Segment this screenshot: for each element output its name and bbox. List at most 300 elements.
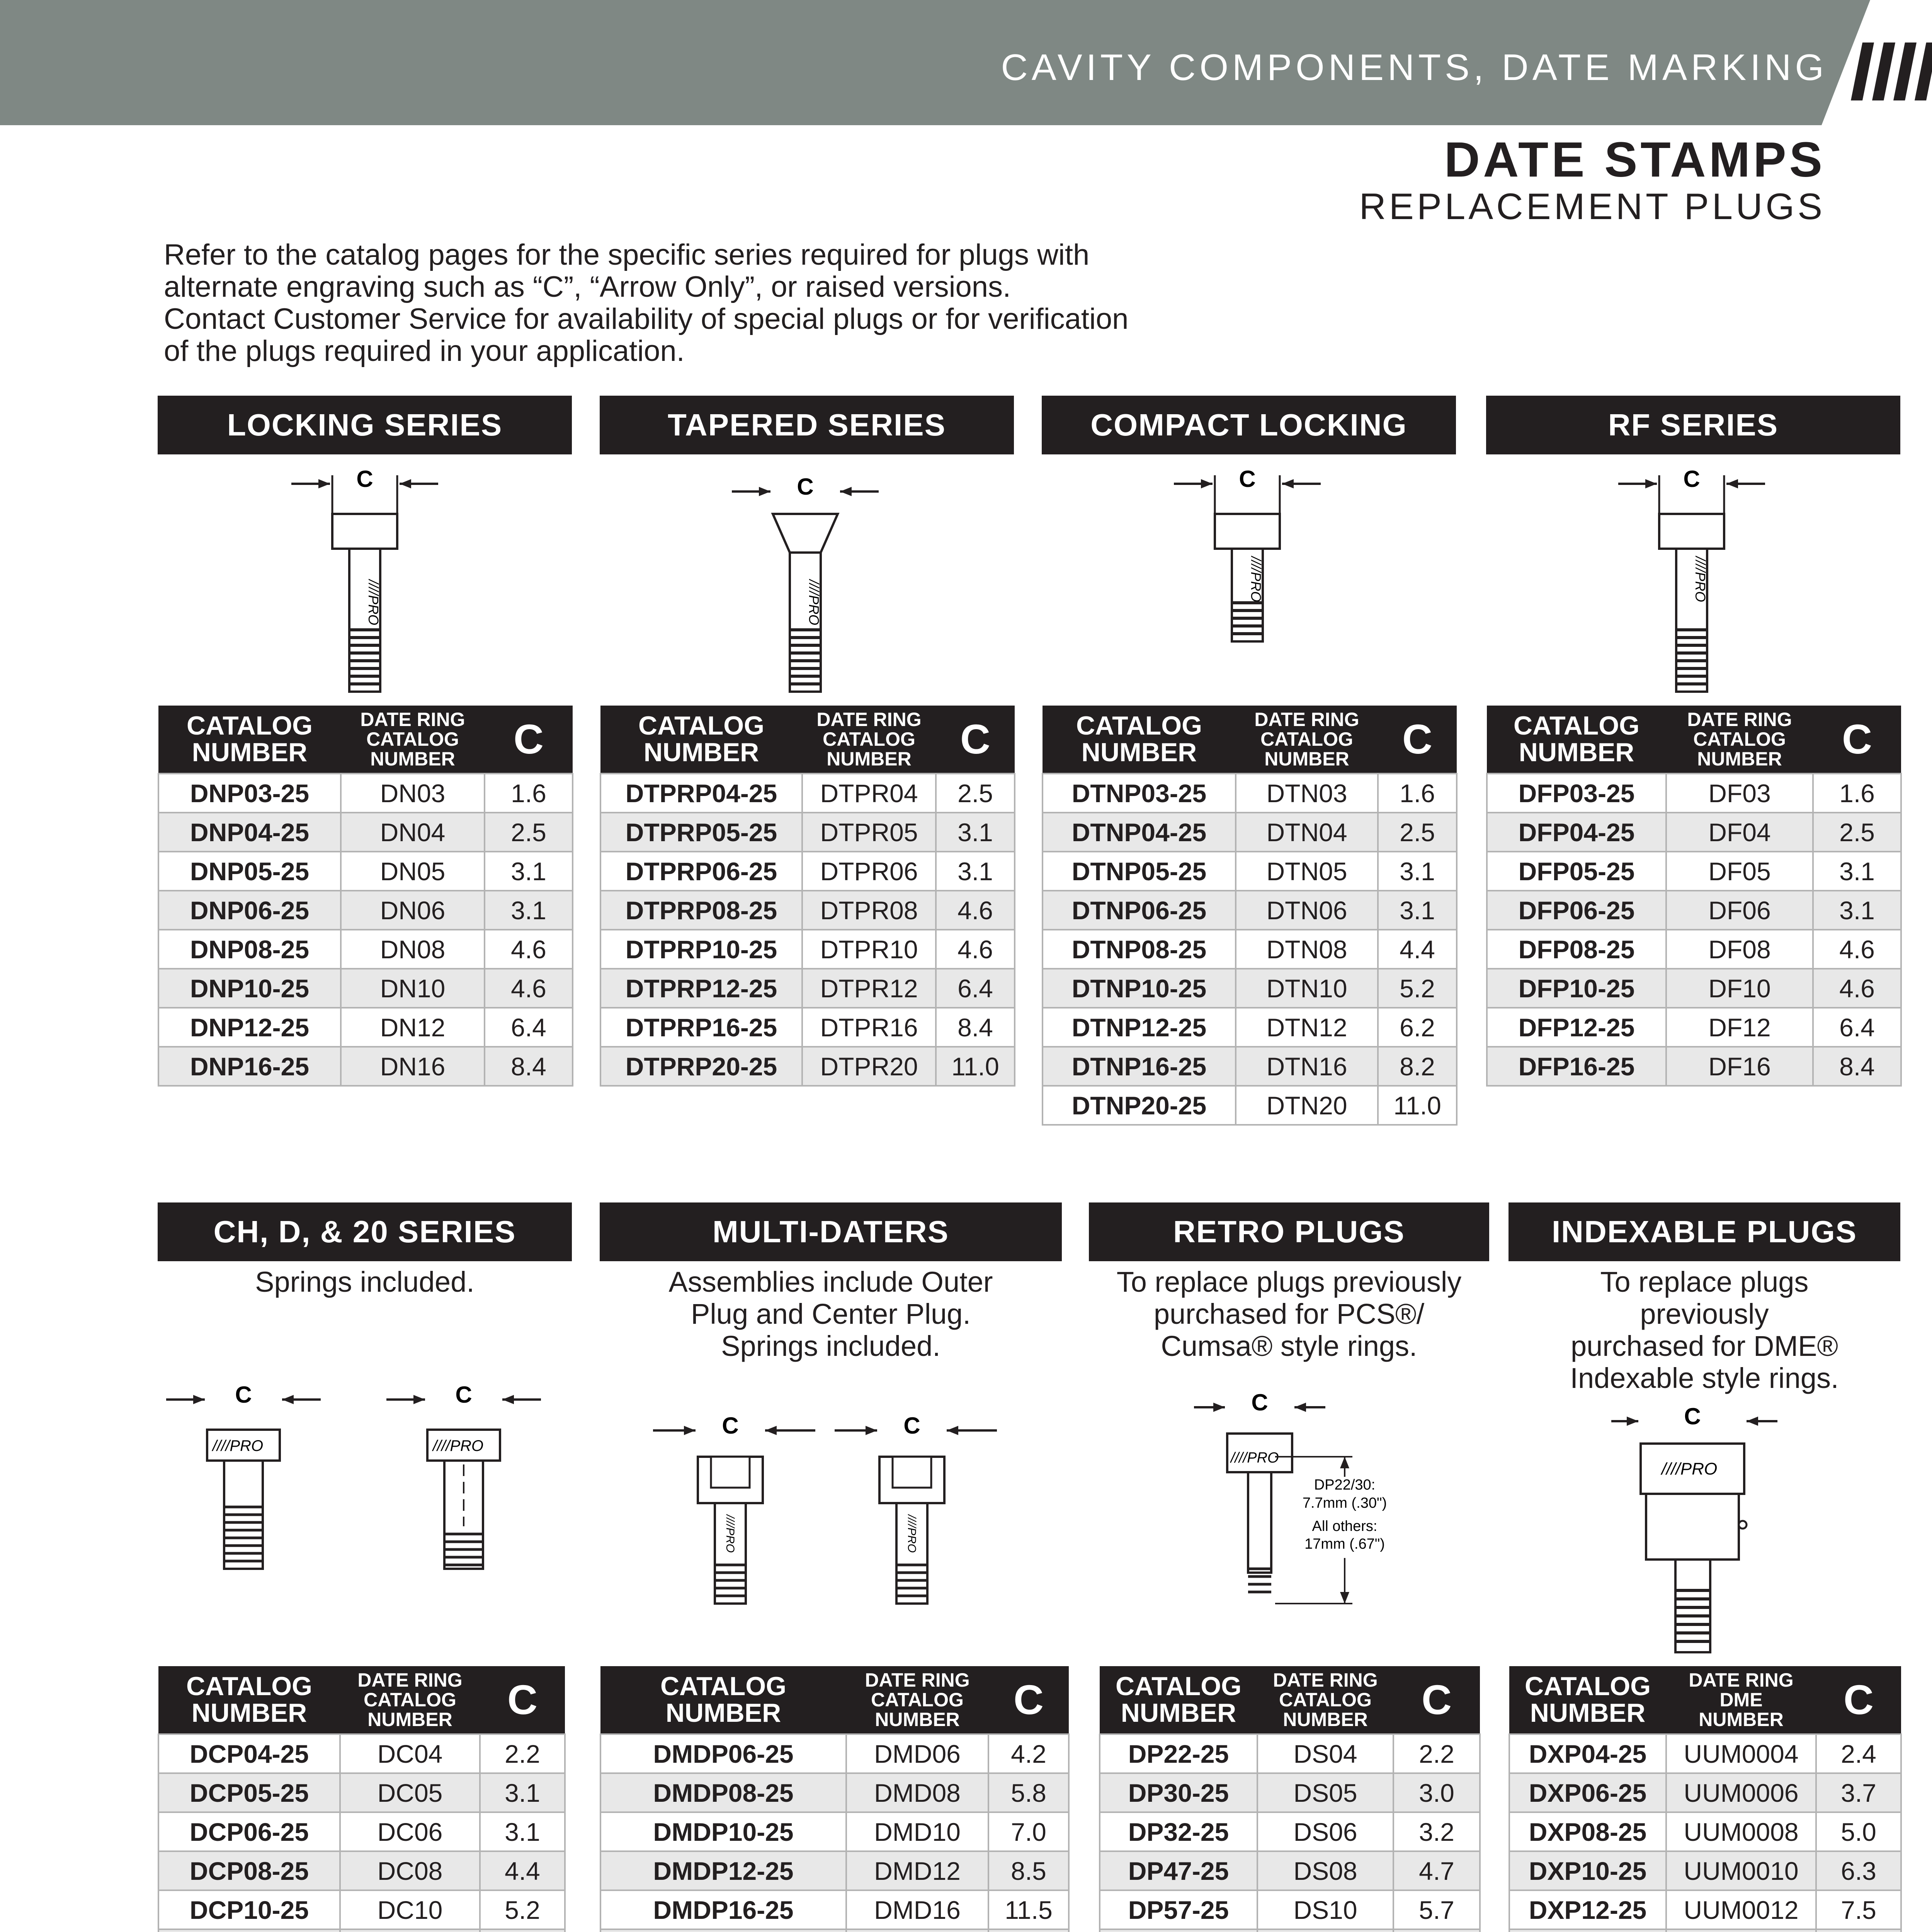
date-ring-cell: DTPR08 bbox=[802, 891, 936, 930]
section-header-rf: RF SERIES bbox=[1486, 396, 1900, 454]
c-value-cell: 2.4 bbox=[1816, 1734, 1901, 1773]
date-ring-cell: DTPR05 bbox=[802, 813, 936, 852]
indexable-note: To replace plugs previously purchased for DME® Indexable style rings. bbox=[1570, 1266, 1839, 1394]
svg-text:C: C bbox=[1239, 466, 1256, 492]
c-value-cell: 7.0 bbox=[988, 1812, 1069, 1851]
date-ring-cell: DN04 bbox=[341, 813, 485, 852]
multi-dater-diagram-1 bbox=[649, 1410, 827, 1611]
catalog-number-cell: DCP05-25 bbox=[158, 1773, 340, 1812]
c-value-cell: 4.4 bbox=[480, 1851, 565, 1890]
header-c: C bbox=[1393, 1666, 1480, 1734]
table-row bbox=[1043, 930, 1457, 969]
table-row bbox=[600, 891, 1015, 930]
date-ring-cell bbox=[1666, 1929, 1816, 1932]
c-value-cell: 5.8 bbox=[988, 1773, 1069, 1812]
date-ring-cell: DN16 bbox=[341, 1047, 485, 1086]
catalog-number-cell: DXP10-25 bbox=[1509, 1851, 1666, 1890]
c-value-cell: 4.6 bbox=[485, 930, 573, 969]
date-ring-cell: DTN12 bbox=[1236, 1008, 1378, 1047]
table-row bbox=[600, 1812, 1069, 1851]
catalog-number-cell: DP47-25 bbox=[1100, 1851, 1257, 1890]
tapered-plug-diagram bbox=[728, 464, 883, 696]
svg-text:C: C bbox=[1683, 466, 1700, 492]
svg-text:////PRO: ////PRO bbox=[1662, 1459, 1718, 1478]
section-header-ch-series: CH, D, & 20 SERIES bbox=[158, 1202, 572, 1261]
table-row bbox=[1509, 1929, 1901, 1932]
multi-table bbox=[600, 1666, 1070, 1932]
c-value-cell: 3.1 bbox=[1378, 891, 1457, 930]
section-header-locking: LOCKING SERIES bbox=[158, 396, 572, 454]
table-row bbox=[158, 1008, 573, 1047]
catalog-number-cell: DP32-25 bbox=[1100, 1812, 1257, 1851]
svg-text:////PRO: ////PRO bbox=[1692, 556, 1708, 602]
header-date-ring: DATE RING CATALOG NUMBER bbox=[802, 706, 936, 774]
date-ring-cell: UUM0006 bbox=[1666, 1773, 1816, 1812]
catalog-number-cell: DTNP06-25 bbox=[1043, 891, 1236, 930]
table-row bbox=[1043, 774, 1457, 813]
header-date-ring: DATE RING CATALOG NUMBER bbox=[1236, 706, 1378, 774]
table-row bbox=[158, 1890, 565, 1929]
table-row bbox=[1509, 1773, 1901, 1812]
svg-text:////PRO: ////PRO bbox=[806, 580, 822, 626]
catalog-number-cell: DTPRP10-25 bbox=[600, 930, 802, 969]
date-ring-cell: DTPR06 bbox=[802, 852, 936, 891]
c-value-cell: 3.1 bbox=[1378, 852, 1457, 891]
table-row bbox=[600, 813, 1015, 852]
c-value-cell: 1.6 bbox=[485, 774, 573, 813]
section-header-multi-daters: MULTI-DATERS bbox=[600, 1202, 1062, 1261]
c-value-cell: 3.1 bbox=[1813, 852, 1901, 891]
intro-text: Refer to the catalog pages for the specific series required for plugs with alternate engraving such as “C”, “Arrow Only”, or raised versions. Contact Customer Service for availability of special plugs or for verification of the plugs required in your application. bbox=[164, 238, 1129, 367]
table-row bbox=[1100, 1929, 1480, 1932]
date-ring-cell: UUM0012 bbox=[1666, 1890, 1816, 1929]
catalog-number-cell: DTNP12-25 bbox=[1043, 1008, 1236, 1047]
date-ring-cell: DMD06 bbox=[846, 1734, 988, 1773]
c-value-cell: 4.6 bbox=[936, 930, 1015, 969]
date-ring-cell: DC10 bbox=[340, 1890, 480, 1929]
ch-plug-diagram-2 bbox=[383, 1379, 545, 1580]
c-value-cell: 4.7 bbox=[1393, 1851, 1480, 1890]
date-ring-cell: DTN05 bbox=[1236, 852, 1378, 891]
date-ring-cell: UUM0004 bbox=[1666, 1734, 1816, 1773]
table-row bbox=[1487, 774, 1901, 813]
section-header-indexable: INDEXABLE PLUGS bbox=[1509, 1202, 1900, 1261]
catalog-number-cell: DMDP10-25 bbox=[600, 1812, 846, 1851]
c-value-cell: 3.0 bbox=[1393, 1773, 1480, 1812]
c-value-cell: 4.6 bbox=[1813, 969, 1901, 1008]
c-value-cell: 8.4 bbox=[936, 1008, 1015, 1047]
table-row bbox=[1487, 930, 1901, 969]
table-row bbox=[600, 930, 1015, 969]
c-value-cell: 11.0 bbox=[936, 1047, 1015, 1086]
table-row bbox=[1509, 1890, 1901, 1929]
c-value-cell: 3.1 bbox=[480, 1773, 565, 1812]
c-value-cell bbox=[988, 1929, 1069, 1932]
c-value-cell: 6.2 bbox=[1378, 1008, 1457, 1047]
date-ring-cell: UUM0008 bbox=[1666, 1812, 1816, 1851]
table-row bbox=[158, 1812, 565, 1851]
c-value-cell: 6.3 bbox=[1816, 1851, 1901, 1890]
date-ring-cell: DF12 bbox=[1666, 1008, 1813, 1047]
table-row bbox=[1100, 1734, 1480, 1773]
c-value-cell: 2.5 bbox=[485, 813, 573, 852]
table-row bbox=[1043, 852, 1457, 891]
rf-table bbox=[1486, 706, 1902, 1087]
header-c: C bbox=[1378, 706, 1457, 774]
c-value-cell bbox=[1393, 1929, 1480, 1932]
date-ring-cell: DTN20 bbox=[1236, 1086, 1378, 1125]
table-row bbox=[1043, 969, 1457, 1008]
header-c: C bbox=[1816, 1666, 1901, 1734]
catalog-number-cell: DFP16-25 bbox=[1487, 1047, 1666, 1086]
date-ring-cell: DMD12 bbox=[846, 1851, 988, 1890]
table-row bbox=[158, 1929, 565, 1932]
catalog-number-cell: DFP05-25 bbox=[1487, 852, 1666, 891]
table-row bbox=[1509, 1734, 1901, 1773]
header-date-ring: DATE RING CATALOG NUMBER bbox=[341, 706, 485, 774]
date-ring-cell: DF16 bbox=[1666, 1047, 1813, 1086]
date-ring-cell: DTPR10 bbox=[802, 930, 936, 969]
date-ring-cell: UUM0010 bbox=[1666, 1851, 1816, 1890]
table-row bbox=[1509, 1812, 1901, 1851]
table-row bbox=[1043, 1047, 1457, 1086]
table-row bbox=[600, 1734, 1069, 1773]
tapered-table bbox=[600, 706, 1015, 1087]
indexable-plug-diagram bbox=[1607, 1401, 1793, 1656]
table-row bbox=[600, 969, 1015, 1008]
table-row bbox=[1100, 1773, 1480, 1812]
date-ring-cell: DTPR16 bbox=[802, 1008, 936, 1047]
date-ring-cell: DTN06 bbox=[1236, 891, 1378, 930]
date-ring-cell: DTPR20 bbox=[802, 1047, 936, 1086]
retro-note: To replace plugs previously purchased for PCS®/ Cumsa® style rings. bbox=[1116, 1266, 1462, 1362]
catalog-number-cell: DTPRP16-25 bbox=[600, 1008, 802, 1047]
header-catalog-number: CATALOG NUMBER bbox=[1487, 706, 1666, 774]
table-row bbox=[600, 852, 1015, 891]
date-ring-cell: DS08 bbox=[1257, 1851, 1393, 1890]
c-value-cell: 6.4 bbox=[485, 1008, 573, 1047]
table-row bbox=[1043, 813, 1457, 852]
c-value-cell: 5.0 bbox=[1816, 1812, 1901, 1851]
table-row bbox=[1487, 969, 1901, 1008]
catalog-number-cell bbox=[1100, 1929, 1257, 1932]
catalog-number-cell: DNP04-25 bbox=[158, 813, 341, 852]
rf-plug-diagram bbox=[1614, 464, 1769, 696]
table-row bbox=[600, 1047, 1015, 1086]
svg-text:////PRO: ////PRO bbox=[1231, 1450, 1279, 1466]
multi-dater-diagram-2 bbox=[831, 1410, 1009, 1611]
c-value-cell: 2.5 bbox=[1813, 813, 1901, 852]
catalog-number-cell: DTNP04-25 bbox=[1043, 813, 1236, 852]
catalog-number-cell: DTNP20-25 bbox=[1043, 1086, 1236, 1125]
catalog-number-cell: DFP04-25 bbox=[1487, 813, 1666, 852]
svg-text:17mm (.67"): 17mm (.67") bbox=[1304, 1536, 1385, 1552]
catalog-number-cell: DTPRP08-25 bbox=[600, 891, 802, 930]
catalog-number-cell: DP30-25 bbox=[1100, 1773, 1257, 1812]
catalog-number-cell: DNP12-25 bbox=[158, 1008, 341, 1047]
table-row bbox=[158, 813, 573, 852]
table-row bbox=[600, 1773, 1069, 1812]
svg-text:////PRO: ////PRO bbox=[724, 1515, 736, 1553]
header-catalog-number: CATALOG NUMBER bbox=[600, 706, 802, 774]
c-value-cell: 8.4 bbox=[1813, 1047, 1901, 1086]
catalog-number-cell: DTNP16-25 bbox=[1043, 1047, 1236, 1086]
table-row bbox=[1100, 1890, 1480, 1929]
table-row bbox=[1487, 813, 1901, 852]
catalog-number-cell: DMDP06-25 bbox=[600, 1734, 846, 1773]
date-ring-cell: DN06 bbox=[341, 891, 485, 930]
c-value-cell: 2.5 bbox=[936, 774, 1015, 813]
header-catalog-number: CATALOG NUMBER bbox=[1509, 1666, 1666, 1734]
table-row bbox=[1043, 891, 1457, 930]
catalog-number-cell: DXP12-25 bbox=[1509, 1890, 1666, 1929]
header-date-ring: DATE RING CATALOG NUMBER bbox=[340, 1666, 480, 1734]
c-value-cell: 8.4 bbox=[485, 1047, 573, 1086]
catalog-number-cell: DTNP03-25 bbox=[1043, 774, 1236, 813]
table-row bbox=[158, 852, 573, 891]
date-ring-cell: DS06 bbox=[1257, 1812, 1393, 1851]
svg-text:C: C bbox=[722, 1413, 739, 1439]
c-value-cell: 3.1 bbox=[936, 852, 1015, 891]
retro-table bbox=[1099, 1666, 1481, 1932]
date-ring-cell: DF05 bbox=[1666, 852, 1813, 891]
date-ring-cell: DTN03 bbox=[1236, 774, 1378, 813]
catalog-number-cell: DXP08-25 bbox=[1509, 1812, 1666, 1851]
catalog-number-cell: DTPRP06-25 bbox=[600, 852, 802, 891]
header-catalog-number: CATALOG NUMBER bbox=[158, 1666, 340, 1734]
c-value-cell: 4.6 bbox=[485, 969, 573, 1008]
catalog-number-cell: DFP10-25 bbox=[1487, 969, 1666, 1008]
svg-text:////PRO: ////PRO bbox=[213, 1437, 264, 1454]
date-ring-cell: DF08 bbox=[1666, 930, 1813, 969]
catalog-number-cell: DCP04-25 bbox=[158, 1734, 340, 1773]
date-ring-cell: DF10 bbox=[1666, 969, 1813, 1008]
table-row bbox=[158, 969, 573, 1008]
svg-text:7.7mm (.30"): 7.7mm (.30") bbox=[1302, 1495, 1387, 1511]
svg-text:DP22/30:: DP22/30: bbox=[1314, 1477, 1376, 1493]
c-value-cell bbox=[1816, 1929, 1901, 1932]
catalog-number-cell: DP57-25 bbox=[1100, 1890, 1257, 1929]
catalog-number-cell: DP22-25 bbox=[1100, 1734, 1257, 1773]
catalog-number-cell: DCP08-25 bbox=[158, 1851, 340, 1890]
table-row bbox=[158, 930, 573, 969]
catalog-number-cell bbox=[1509, 1929, 1666, 1932]
table-row bbox=[1100, 1851, 1480, 1890]
ch-plug-diagram-1 bbox=[162, 1379, 325, 1580]
header-catalog-number: CATALOG NUMBER bbox=[1100, 1666, 1257, 1734]
date-ring-cell bbox=[846, 1929, 988, 1932]
catalog-number-cell: DNP03-25 bbox=[158, 774, 341, 813]
c-value-cell: 5.2 bbox=[1378, 969, 1457, 1008]
table-row bbox=[1487, 1047, 1901, 1086]
date-ring-cell: DTPR04 bbox=[802, 774, 936, 813]
catalog-number-cell: DFP12-25 bbox=[1487, 1008, 1666, 1047]
svg-text:////PRO: ////PRO bbox=[433, 1437, 484, 1454]
c-value-cell: 3.1 bbox=[1813, 891, 1901, 930]
date-ring-cell: DS04 bbox=[1257, 1734, 1393, 1773]
c-value-cell: 1.6 bbox=[1378, 774, 1457, 813]
header-catalog-number: CATALOG NUMBER bbox=[600, 1666, 846, 1734]
date-ring-cell: DMD16 bbox=[846, 1890, 988, 1929]
svg-text:C: C bbox=[455, 1382, 472, 1408]
brand-slashes-icon bbox=[1847, 31, 1932, 108]
svg-text:C: C bbox=[1684, 1403, 1701, 1429]
svg-text:C: C bbox=[903, 1413, 920, 1439]
header-c: C bbox=[480, 1666, 565, 1734]
header-catalog-number: CATALOG NUMBER bbox=[1043, 706, 1236, 774]
catalog-number-cell: DCP10-25 bbox=[158, 1890, 340, 1929]
c-value-cell: 2.2 bbox=[480, 1734, 565, 1773]
catalog-number-cell: DNP06-25 bbox=[158, 891, 341, 930]
header-date-ring: DATE RING CATALOG NUMBER bbox=[1257, 1666, 1393, 1734]
c-value-cell: 2.5 bbox=[1378, 813, 1457, 852]
catalog-number-cell: DFP08-25 bbox=[1487, 930, 1666, 969]
c-value-cell: 4.2 bbox=[988, 1734, 1069, 1773]
c-value-cell: 8.2 bbox=[1378, 1047, 1457, 1086]
locking-plug-diagram bbox=[287, 464, 442, 696]
date-ring-cell: DC05 bbox=[340, 1773, 480, 1812]
page-title: DATE STAMPS bbox=[1444, 132, 1825, 187]
svg-text:////PRO: ////PRO bbox=[366, 580, 381, 626]
header-c: C bbox=[485, 706, 573, 774]
date-ring-cell: DF03 bbox=[1666, 774, 1813, 813]
catalog-number-cell: DTNP10-25 bbox=[1043, 969, 1236, 1008]
catalog-number-cell: DNP05-25 bbox=[158, 852, 341, 891]
compact-plug-diagram bbox=[1170, 464, 1325, 696]
table-row bbox=[1509, 1851, 1901, 1890]
table-row bbox=[158, 774, 573, 813]
catalog-number-cell: DTPRP05-25 bbox=[600, 813, 802, 852]
date-ring-cell: DF04 bbox=[1666, 813, 1813, 852]
catalog-number-cell: DXP04-25 bbox=[1509, 1734, 1666, 1773]
c-value-cell: 4.6 bbox=[1813, 930, 1901, 969]
date-ring-cell: DMD10 bbox=[846, 1812, 988, 1851]
table-row bbox=[158, 891, 573, 930]
catalog-number-cell: DNP08-25 bbox=[158, 930, 341, 969]
date-ring-cell bbox=[1257, 1929, 1393, 1932]
c-value-cell: 3.2 bbox=[1393, 1812, 1480, 1851]
table-row bbox=[158, 1851, 565, 1890]
date-ring-cell: DN08 bbox=[341, 930, 485, 969]
indexable-table bbox=[1509, 1666, 1902, 1932]
section-header-tapered: TAPERED SERIES bbox=[600, 396, 1014, 454]
catalog-number-cell: DTPRP04-25 bbox=[600, 774, 802, 813]
table-row bbox=[600, 774, 1015, 813]
date-ring-cell: DN03 bbox=[341, 774, 485, 813]
c-value-cell: 3.1 bbox=[936, 813, 1015, 852]
date-ring-cell: DN10 bbox=[341, 969, 485, 1008]
date-ring-cell: DF06 bbox=[1666, 891, 1813, 930]
header-c: C bbox=[988, 1666, 1069, 1734]
c-value-cell: 11.5 bbox=[988, 1890, 1069, 1929]
catalog-number-cell: DTPRP12-25 bbox=[600, 969, 802, 1008]
svg-text:////PRO: ////PRO bbox=[905, 1515, 918, 1553]
c-value-cell: 2.2 bbox=[1393, 1734, 1480, 1773]
page-subtitle: REPLACEMENT PLUGS bbox=[1359, 186, 1825, 227]
c-value-cell: 6.4 bbox=[936, 969, 1015, 1008]
catalog-number-cell: DTNP08-25 bbox=[1043, 930, 1236, 969]
table-row bbox=[1100, 1812, 1480, 1851]
retro-plug-diagram bbox=[1190, 1387, 1406, 1619]
c-value-cell: 1.6 bbox=[1813, 774, 1901, 813]
catalog-number-cell: DMDP08-25 bbox=[600, 1773, 846, 1812]
c-value-cell: 8.5 bbox=[988, 1851, 1069, 1890]
table-row bbox=[600, 1851, 1069, 1890]
svg-text:C: C bbox=[356, 466, 373, 492]
date-ring-cell: DC04 bbox=[340, 1734, 480, 1773]
date-ring-cell: DC08 bbox=[340, 1851, 480, 1890]
header-date-ring: DATE RING CATALOG NUMBER bbox=[1666, 706, 1813, 774]
catalog-number-cell: DTNP05-25 bbox=[1043, 852, 1236, 891]
table-row bbox=[600, 1890, 1069, 1929]
catalog-number-cell: DFP06-25 bbox=[1487, 891, 1666, 930]
table-row bbox=[1043, 1008, 1457, 1047]
date-ring-cell: DTN10 bbox=[1236, 969, 1378, 1008]
c-value-cell: 3.1 bbox=[485, 852, 573, 891]
date-ring-cell bbox=[340, 1929, 480, 1932]
header-date-ring-dme: DATE RING DME NUMBER bbox=[1666, 1666, 1816, 1734]
catalog-number-cell: DMDP16-25 bbox=[600, 1890, 846, 1929]
c-value-cell: 3.1 bbox=[485, 891, 573, 930]
section-header-retro: RETRO PLUGS bbox=[1089, 1202, 1489, 1261]
date-ring-cell: DC06 bbox=[340, 1812, 480, 1851]
date-ring-cell: DN05 bbox=[341, 852, 485, 891]
ch-note: Springs included. bbox=[255, 1266, 474, 1298]
catalog-number-cell: DMDP12-25 bbox=[600, 1851, 846, 1890]
c-value-cell: 4.4 bbox=[1378, 930, 1457, 969]
date-ring-cell: DTN04 bbox=[1236, 813, 1378, 852]
catalog-number-cell bbox=[600, 1929, 846, 1932]
catalog-number-cell: DCP06-25 bbox=[158, 1812, 340, 1851]
catalog-number-cell: DXP06-25 bbox=[1509, 1773, 1666, 1812]
locking-table bbox=[158, 706, 573, 1087]
date-ring-cell: DMD08 bbox=[846, 1773, 988, 1812]
table-row bbox=[600, 1929, 1069, 1932]
date-ring-cell: DTN08 bbox=[1236, 930, 1378, 969]
date-ring-cell: DS05 bbox=[1257, 1773, 1393, 1812]
date-ring-cell: DS10 bbox=[1257, 1890, 1393, 1929]
c-value-cell: 6.4 bbox=[1813, 1008, 1901, 1047]
svg-text:////PRO: ////PRO bbox=[1248, 556, 1264, 602]
table-row bbox=[1487, 1008, 1901, 1047]
header-band-title: CAVITY COMPONENTS, DATE MARKING bbox=[1001, 47, 1828, 88]
c-value-cell: 5.2 bbox=[480, 1890, 565, 1929]
table-row bbox=[1487, 891, 1901, 930]
catalog-number-cell: DNP10-25 bbox=[158, 969, 341, 1008]
table-row bbox=[1043, 1086, 1457, 1125]
compact-table bbox=[1042, 706, 1458, 1126]
svg-text:C: C bbox=[797, 474, 814, 500]
table-row bbox=[600, 1008, 1015, 1047]
c-value-cell bbox=[480, 1929, 565, 1932]
multi-note: Assemblies include Outer Plug and Center Plug. Springs included. bbox=[668, 1266, 993, 1362]
svg-text:C: C bbox=[1251, 1389, 1268, 1415]
svg-text:C: C bbox=[235, 1382, 252, 1408]
table-row bbox=[158, 1734, 565, 1773]
table-row bbox=[158, 1773, 565, 1812]
c-value-cell: 4.6 bbox=[936, 891, 1015, 930]
c-value-cell: 3.7 bbox=[1816, 1773, 1901, 1812]
table-row bbox=[1487, 852, 1901, 891]
c-value-cell: 7.5 bbox=[1816, 1890, 1901, 1929]
section-header-compact: COMPACT LOCKING bbox=[1042, 396, 1456, 454]
c-value-cell: 5.7 bbox=[1393, 1890, 1480, 1929]
c-value-cell: 11.0 bbox=[1378, 1086, 1457, 1125]
catalog-number-cell: DFP03-25 bbox=[1487, 774, 1666, 813]
catalog-number-cell: DTPRP20-25 bbox=[600, 1047, 802, 1086]
svg-text:All others:: All others: bbox=[1312, 1518, 1378, 1534]
c-value-cell: 3.1 bbox=[480, 1812, 565, 1851]
